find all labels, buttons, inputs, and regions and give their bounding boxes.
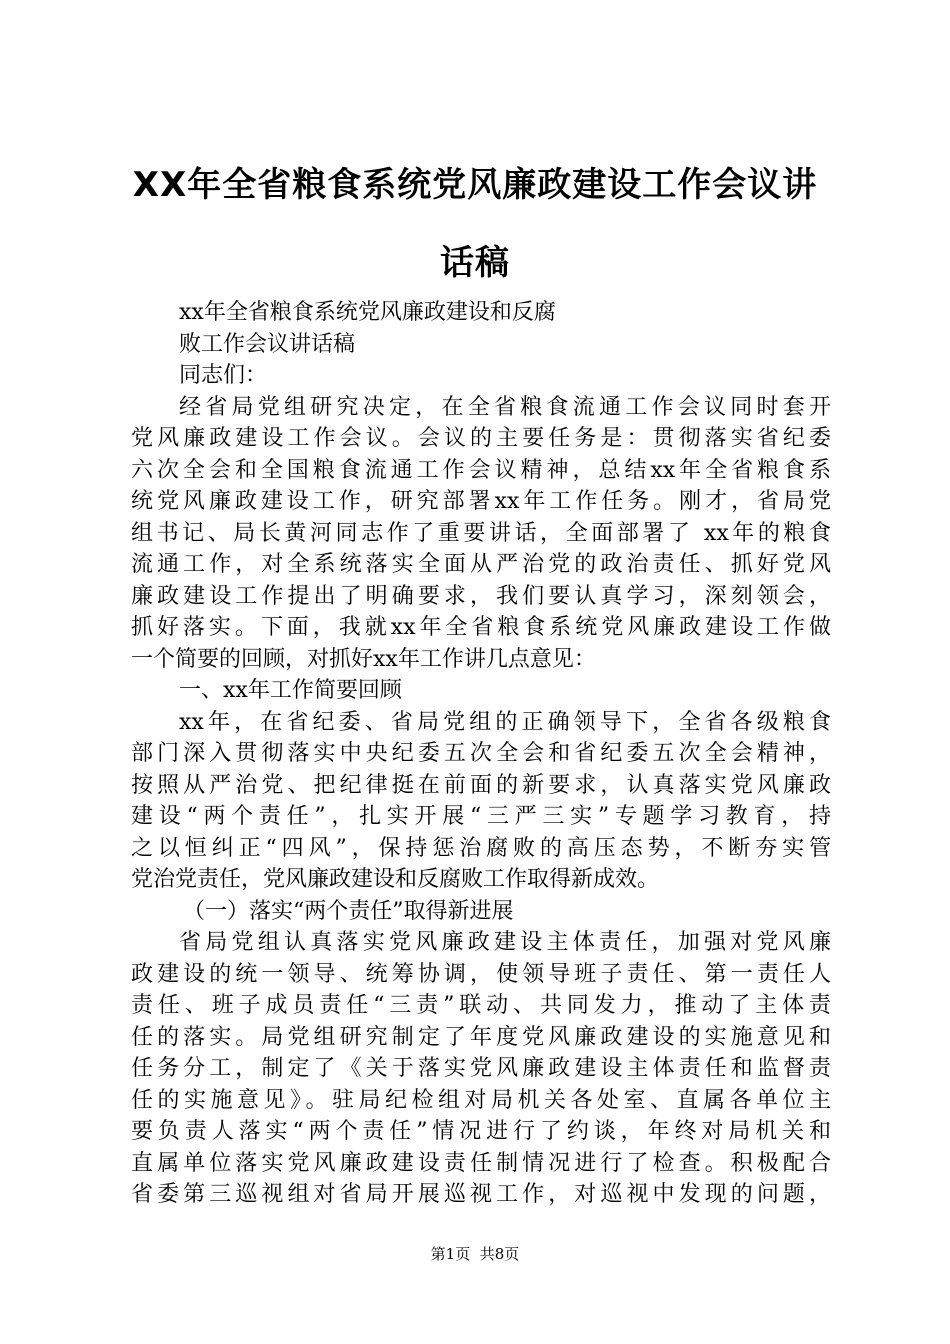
paragraph-line: 组书记、局长黄河同志作了重要讲话，全面部署了 xx年的粮食 — [131, 520, 831, 546]
page-footer — [0, 1244, 950, 1264]
paragraph-line: 政建设的统一领导、统筹协调，使领导班子责任、第一责任人 — [131, 961, 831, 987]
document-title-line-1: XX年全省粮食系统党风廉政建设工作会议讲 — [132, 165, 818, 205]
paragraph-line: 建设“两个责任”，扎实开展“三严三实”专题学习教育，持 — [131, 804, 831, 829]
paragraph-line: 六次全会和全国粮食流通工作会议精神，总结xx年全省粮食系 — [131, 457, 831, 483]
salutation: 同志们： — [179, 363, 268, 388]
page-number: 第1页 — [430, 1245, 471, 1263]
paragraph-line: 任务分工，制定了《关于落实党风廉政建设主体责任和监督责 — [131, 1056, 831, 1081]
paragraph-line: 责任、班子成员责任“三责”联动、共同发力，推动了主体责 — [131, 993, 831, 1018]
paragraph-line: 抓好落实。下面，我就xx年全省粮食系统党风廉政建设工作做 — [131, 615, 831, 640]
page-total: 共8页 — [479, 1245, 520, 1263]
paragraph-line: 廉政建设工作提出了明确要求，我们要认真学习，深刻领会， — [131, 583, 831, 609]
paragraph-line: 一个简要的回顾，对抓好xx年工作讲几点意见： — [131, 646, 596, 672]
paragraph-line: 党风廉政建设工作会议。会议的主要任务是：贯彻落实省纪委 — [131, 426, 831, 451]
paragraph-line: 直属单位落实党风廉政建设责任制情况进行了检查。积极配合 — [131, 1150, 831, 1176]
subtitle-line: xx年全省粮食系统党风廉政建设和反腐 — [179, 300, 556, 325]
footer-separator — [470, 1245, 480, 1263]
document-title-line-2: 话稿 — [440, 243, 510, 283]
paragraph-line: 之以恒纠正“四风”，保持惩治腐败的高压态势，不断夯实管 — [131, 835, 831, 861]
paragraph-line: 任的实施意见》。驻局纪检组对局机关各处室、直属各单位主 — [131, 1087, 831, 1113]
paragraph-line: 统党风廉政建设工作，研究部署xx年工作任务。刚才，省局党 — [131, 489, 831, 514]
paragraph-line: 流通工作，对全系统落实全面从严治党的政治责任、抓好党风 — [131, 552, 831, 577]
subtitle-line: 败工作会议讲话稿 — [179, 331, 356, 357]
paragraph-line: 党治党责任，党风廉政建设和反腐败工作取得新成效。 — [131, 867, 660, 892]
paragraph-line: xx年，在省纪委、省局党组的正确领导下，全省各级粮食 — [179, 709, 831, 735]
document-body — [131, 297, 831, 1211]
paragraph-line: 省委第三巡视组对省局开展巡视工作，对巡视中发现的问题， — [131, 1182, 831, 1207]
paragraph-line: 任的落实。局党组研究制定了年度党风廉政建设的实施意见和 — [131, 1024, 831, 1050]
section-heading: 一、xx年工作简要回顾 — [179, 678, 402, 703]
subsection-heading: （一）落实“两个责任”取得新进展 — [183, 898, 514, 924]
paragraph-line: 部门深入贯彻落实中央纪委五次全会和省纪委五次全会精神， — [131, 741, 831, 766]
paragraph-line: 经省局党组研究决定，在全省粮食流通工作会议同时套开 — [179, 394, 831, 420]
paragraph-line: 按照从严治党、把纪律挺在前面的新要求，认真落实党风廉政 — [131, 772, 831, 798]
paragraph-line: 要负责人落实“两个责任”情况进行了约谈，年终对局机关和 — [131, 1119, 831, 1144]
paragraph-line: 省局党组认真落实党风廉政建设主体责任，加强对党风廉 — [179, 930, 831, 955]
